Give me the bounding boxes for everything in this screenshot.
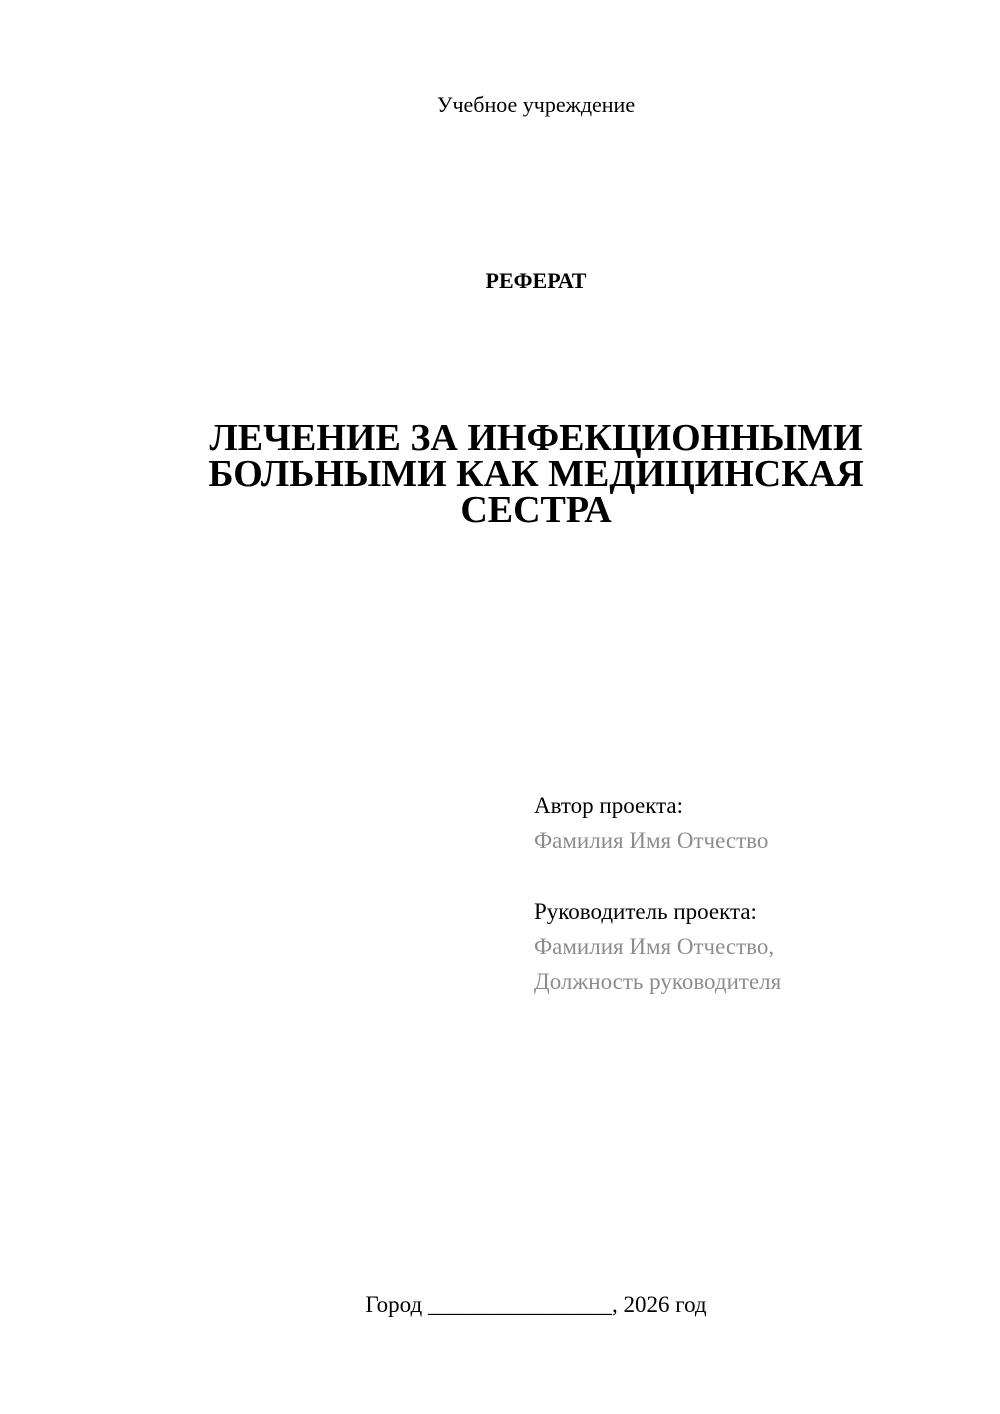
roles-block xyxy=(534,788,974,999)
title-line-2: БОЛЬНЫМИ КАК МЕДИЦИНСКАЯ xyxy=(208,453,864,495)
title-line-3: СЕСТРА xyxy=(460,489,612,531)
document-title xyxy=(160,417,912,531)
city-label: Город xyxy=(365,1292,423,1317)
supervisor-name: Фамилия Имя Отчество, xyxy=(534,934,775,959)
institution-name: Учебное учреждение xyxy=(436,92,636,117)
roles-spacer xyxy=(534,858,974,894)
author-label: Автор проекта: xyxy=(534,793,683,818)
document-type: РЕФЕРАТ xyxy=(485,268,587,293)
year-text: , 2026 год xyxy=(611,1292,707,1317)
supervisor-section xyxy=(534,894,974,999)
author-name: Фамилия Имя Отчество xyxy=(534,828,769,853)
footer-city-year xyxy=(0,1289,1000,1321)
title-line-1: ЛЕЧЕНИЕ ЗА ИНФЕКЦИОННЫМИ xyxy=(209,417,863,459)
author-section xyxy=(534,788,974,858)
city-blank-line: ________________ xyxy=(427,1292,612,1317)
supervisor-label: Руководитель проекта: xyxy=(534,899,757,924)
supervisor-position: Должность руководителя xyxy=(534,969,782,994)
